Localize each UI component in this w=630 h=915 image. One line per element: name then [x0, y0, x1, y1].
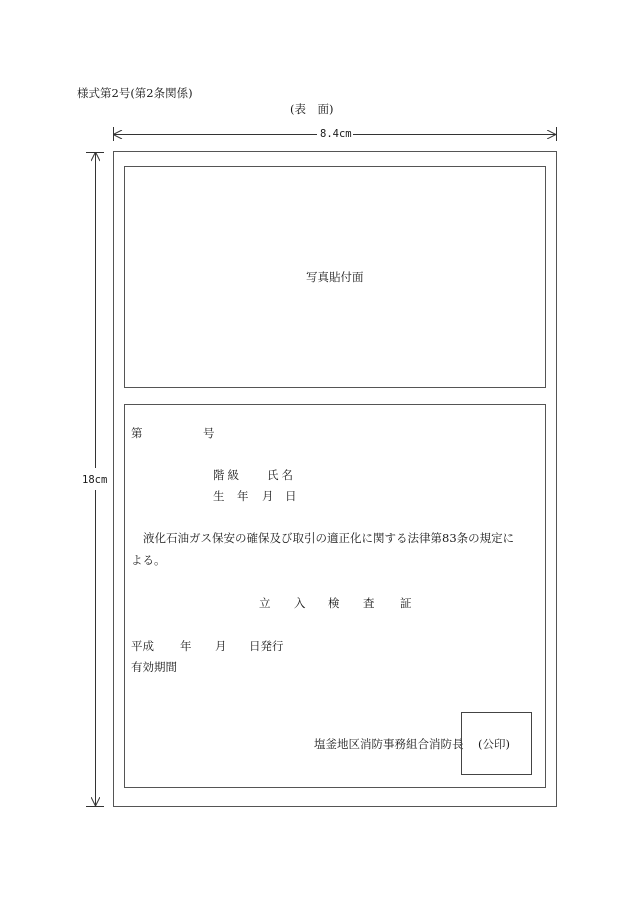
height-dimension-label: 18cm [82, 474, 108, 486]
birth-label-sei: 生 [213, 489, 225, 503]
law-text-line-1: 液化石油ガス保安の確保及び取引の適正化に関する法律第83条の規定に [143, 531, 515, 545]
law-text-line-2: よる。 [131, 553, 166, 567]
width-dimension-label: 8.4cm [320, 128, 352, 140]
number-suffix: 号 [203, 426, 215, 440]
photo-area-label: 写真貼付面 [306, 270, 364, 284]
width-dim-line-right [353, 134, 556, 135]
birth-label-year: 年 [237, 489, 249, 503]
issuer-title: 塩釜地区消防事務組合消防長 [314, 737, 464, 751]
height-arrow-up-icon [91, 152, 100, 162]
birth-label-month: 月 [262, 489, 274, 503]
rank-label: 階級 [213, 468, 242, 482]
cert-title-char-5: 証 [400, 596, 412, 610]
cert-title-char-3: 検 [328, 596, 340, 610]
issue-year-label: 年 [180, 639, 192, 653]
width-dim-line-left [113, 134, 317, 135]
validity-label: 有効期間 [131, 660, 177, 674]
birth-label-day: 日 [285, 489, 297, 503]
issue-day-label: 日発行 [249, 639, 284, 653]
name-label: 氏名 [267, 468, 296, 482]
issue-month-label: 月 [215, 639, 227, 653]
height-arrow-down-icon [91, 797, 100, 807]
cert-title-char-1: 立 [259, 596, 271, 610]
side-label: (表 面) [290, 102, 334, 116]
height-dim-line-top [95, 152, 96, 468]
number-prefix: 第 [131, 426, 143, 440]
cert-title-char-2: 入 [294, 596, 306, 610]
seal-label: (公印) [478, 737, 510, 751]
issue-era: 平成 [131, 639, 154, 653]
cert-title-char-4: 査 [363, 596, 375, 610]
width-arrow-left-icon [113, 130, 123, 139]
form-identifier: 様式第2号(第2条関係) [77, 86, 193, 100]
height-dim-line-bottom [95, 490, 96, 806]
width-arrow-right-icon [547, 130, 557, 139]
